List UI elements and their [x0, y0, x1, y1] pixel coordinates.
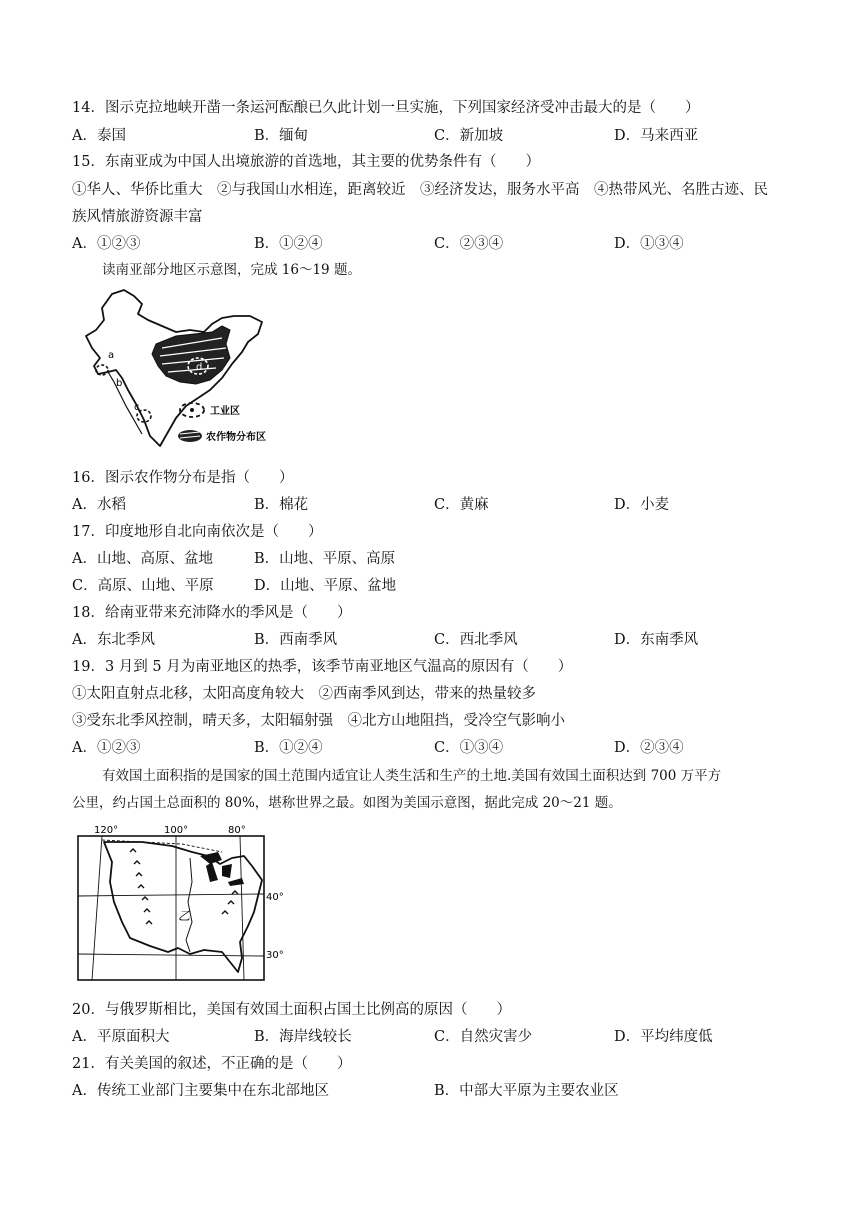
intro-20-21-line1: 有效国土面积指的是国家的国土范围内适宜让人类生活和生产的土地.美国有效国土面积达到 700 万平方	[102, 768, 722, 784]
q14-option-c: C．新加坡	[434, 128, 504, 144]
lon-label-120: 120°	[94, 825, 119, 836]
q17-option-d: D．山地、平原、盆地	[254, 578, 397, 594]
q16-option-d: D．小麦	[614, 497, 670, 513]
intro-20-21-line2: 公里，约占国土总面积的 80%，堪称世界之最。如图为美国示意图，据此完成 20～21 题。	[72, 795, 622, 811]
q19-stem: 19．3 月到 5 月为南亚地区的热季，该季节南亚地区气温高的原因有（ ）	[72, 659, 573, 675]
usa-outline	[104, 842, 262, 972]
q21-option-a: A．传统工业部门主要集中在东北部地区	[72, 1083, 329, 1099]
q18-option-d: D．东南季风	[614, 632, 699, 648]
map-label-a: a	[108, 350, 115, 361]
q17-option-b: B．山地、平原、高原	[254, 551, 396, 567]
legend-crop-label: 农作物分布区	[206, 432, 266, 443]
mississippi-river	[186, 858, 192, 952]
map-label-b: b	[116, 378, 123, 389]
south-asia-map	[72, 286, 272, 454]
parallel-40	[78, 894, 264, 896]
q14-stem: 14．图示克拉地峡开凿一条运河酝酿已久此计划一旦实施，下列国家经济受冲击最大的是（ ）	[72, 100, 700, 116]
q15-option-d: D．①③④	[614, 236, 684, 252]
q20-option-a: A．平原面积大	[72, 1029, 170, 1045]
usa-map	[72, 822, 284, 984]
lon-label-100: 100°	[164, 825, 189, 836]
lon-label-80: 80°	[228, 825, 246, 836]
q15-stem: 15．东南亚成为中国人出境旅游的首选地，其主要的优势条件有（ ）	[72, 154, 540, 170]
lat-label-40: 40°	[266, 892, 284, 903]
region-label-yi: 乙	[178, 909, 191, 923]
lat-label-30: 30°	[266, 950, 284, 961]
q14-option-a: A．泰国	[72, 128, 126, 144]
q20-stem: 20．与俄罗斯相比，美国有效国土面积占国土比例高的原因（ ）	[72, 1002, 511, 1018]
q15-option-b: B．①②④	[254, 236, 323, 252]
q18-stem: 18．给南亚带来充沛降水的季风是（ ）	[72, 605, 352, 621]
q14-option-b: B．缅甸	[254, 128, 309, 144]
q21-option-b: B．中部大平原为主要农业区	[434, 1083, 619, 1099]
meridian-120	[92, 836, 102, 980]
q18-option-c: C．西北季风	[434, 632, 518, 648]
parallel-30	[78, 954, 264, 956]
q20-option-c: C．自然灾害少	[434, 1029, 533, 1045]
map-label-c: c	[134, 402, 140, 413]
legend-industry-label: 工业区	[210, 406, 240, 417]
q19-statements-line2: ③受东北季风控制，晴天多，太阳辐射强 ④北方山地阻挡，受冷空气影响小	[72, 713, 565, 729]
q17-option-a: A．山地、高原、盆地	[72, 551, 213, 567]
q20-option-b: B．海岸线较长	[254, 1029, 352, 1045]
intro-16-19: 读南亚部分地区示意图，完成 16～19 题。	[102, 262, 361, 278]
q16-stem: 16．图示农作物分布是指（ ）	[72, 470, 294, 486]
q21-stem: 21．有关美国的叙述，不正确的是（ ）	[72, 1056, 352, 1072]
q15-statements-line2: 族风情旅游资源丰富	[72, 209, 203, 225]
q19-option-a: A．①②③	[72, 740, 141, 756]
q18-option-b: B．西南季风	[254, 632, 338, 648]
q16-option-b: B．棉花	[254, 497, 309, 513]
q14-option-d: D．马来西亚	[614, 128, 699, 144]
q17-stem: 17．印度地形自北向南依次是（ ）	[72, 524, 323, 540]
q17-option-c: C．高原、山地、平原	[72, 578, 214, 594]
map-label-d: d	[196, 362, 203, 373]
q15-option-a: A．①②③	[72, 236, 141, 252]
q19-option-b: B．①②④	[254, 740, 323, 756]
q20-option-d: D．平均纬度低	[614, 1029, 713, 1045]
q16-option-c: C．黄麻	[434, 497, 489, 513]
q19-option-d: D．②③④	[614, 740, 684, 756]
q19-statements-line1: ①太阳直射点北移，太阳高度角较大 ②西南季风到达，带来的热量较多	[72, 686, 536, 702]
rocky-mountains	[130, 849, 152, 924]
q15-statements-line1: ①华人、华侨比重大 ②与我国山水相连，距离较近 ③经济发达，服务水平高 ④热带风光、名胜古迹、民	[72, 182, 768, 198]
q19-option-c: C．①③④	[434, 740, 504, 756]
q18-option-a: A．东北季风	[72, 632, 155, 648]
q16-option-a: A．水稻	[72, 497, 126, 513]
q15-option-c: C．②③④	[434, 236, 504, 252]
